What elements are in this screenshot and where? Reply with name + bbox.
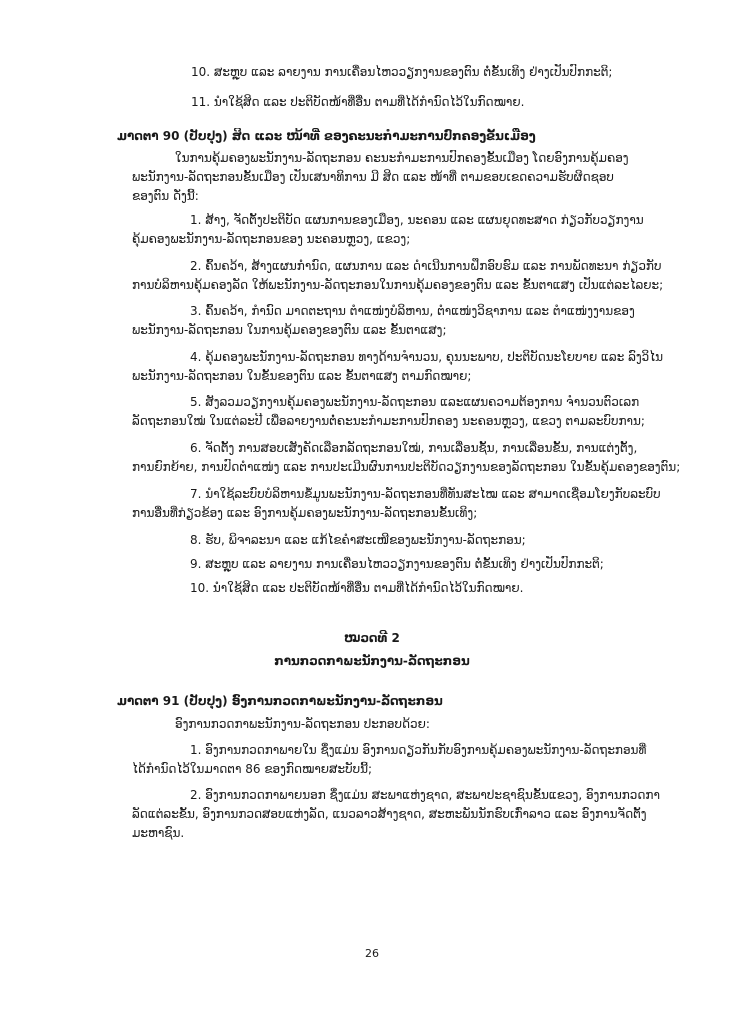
list-item: 8. ຮັບ, ພິຈາລະນາ ແລະ ແກ້ໄຂຄຳສະເໜີຂອງພະນັກງານ-ລັດຖະກອນ;: [190, 533, 526, 547]
list-item-continuation: ການບໍລິຫານຄຸ້ມຄອງລັດ ໃຫ້ພະນັກງານ-ລັດຖະກອນໃນການຄຸ້ມຄອງຂອງຕົນ ແລະ ຂັ້ນຕາແສງ ເປັນແຕ່ລະໄລຍະ;: [132, 278, 664, 292]
list-item-continuation: ພະນັກງານ-ລັດຖະກອນ ໃນຂັ້ນຂອງຕົນ ແລະ ຂັ້ນຕາແສງ ຕາມກົດໝາຍ;: [132, 369, 472, 383]
list-item: 10. ສະຫຼຸບ ແລະ ລາຍງານ ການເຄື່ອນໄຫວວຽກງານຂອງຕົນ ຕໍ່ຂັ້ນເທິງ ຢ່າງເປັນປົກກະຕິ;: [191, 65, 613, 79]
list-item: 11. ນຳໃຊ້ສິດ ແລະ ປະຕິບັດໜ້າທີ່ອື່ນ ຕາມທີ່ໄດ້ກຳນົດໄວ້ໃນກົດໝາຍ.: [191, 95, 525, 109]
list-item: 1. ອົງການກວດກາພາຍໃນ ຊຶ່ງແມ່ນ ອົງການດຽວກັນກັບອົງການຄຸ້ມຄອງພະນັກງານ-ລັດຖະກອນທີ່: [190, 743, 647, 757]
paragraph-line: ພະນັກງານ-ລັດຖະກອນຂັ້ນເມືອງ ເປັນເສນາທິການ ມີ ສິດ ແລະ ໜ້າທີ່ ຕາມຂອບເຂດຄວາມຮັບຜິດຊອບ: [132, 170, 614, 184]
list-item: 3. ຄົ້ນຄວ້າ, ກຳນົດ ມາດຕະຖານ ຕຳແໜ່ງບໍລິຫານ, ຕຳແໜ່ງວິຊາການ ແລະ ຕຳແໜ່ງງານຂອງ: [190, 304, 635, 318]
list-item: 4. ຄຸ້ມຄອງພະນັກງານ-ລັດຖະກອນ ທາງດ້ານຈຳນວນ, ຄຸນນະພາບ, ປະຕິບັດນະໂຍບາຍ ແລະ ລົງວິໄນ: [190, 350, 664, 364]
list-item-continuation: ພະນັກງານ-ລັດຖະກອນ ໃນການຄຸ້ມຄອງຂອງຕົນ ແລະ ຂັ້ນຕາແສງ;: [132, 323, 447, 337]
paragraph-line: ອົງການກວດກາພະນັກງານ-ລັດຖະກອນ ປະກອບດ້ວຍ:: [175, 717, 430, 731]
article-91-title: ມາດຕາ 91 (ປັບປຸງ) ອົງການກວດກາພະນັກງານ-ລັດຖະກອນ: [117, 694, 443, 708]
list-item: 6. ຈັດຕັ້ງ ການສອບເສັງຄັດເລືອກລັດຖະກອນໃໝ່, ການເລື່ອນຊັ້ນ, ການເລື່ອນຂັ້ນ, ການແຕ່ງຕັ້ງ,: [190, 441, 638, 455]
section-number: ໝວດທີ 2: [344, 631, 400, 645]
paragraph-line: ຂອງຕົນ ດັ່ງນີ້:: [132, 189, 199, 203]
list-item: 7. ນຳໃຊ້ລະບົບບໍລິຫານຂໍ້ມູນພະນັກງານ-ລັດຖະກອນທີ່ທັນສະໄໝ ແລະ ສາມາດເຊື່ອມໂຍງກັບລະບົບ: [190, 487, 661, 501]
list-item: 9. ສະຫຼຸບ ແລະ ລາຍງານ ການເຄື່ອນໄຫວວຽກງານຂອງຕົນ ຕໍ່ຂັ້ນເທິງ ຢ່າງເປັນປົກກະຕິ;: [190, 557, 604, 571]
list-item-continuation: ລັດຖະກອນໃໝ່ ໃນແຕ່ລະປີ ເພື່ອລາຍງານຕໍ່ຄະນະກຳມະການປົກຄອງ ນະຄອນຫຼວງ, ແຂວງ ຕາມລະບົບການ;: [132, 414, 645, 428]
list-item: 5. ສັງລວມວຽກງານຄຸ້ມຄອງພະນັກງານ-ລັດຖະກອນ ແລະແຜນຄວາມຕ້ອງການ ຈຳນວນຕົວເລກ: [190, 395, 640, 409]
list-item: 10. ນຳໃຊ້ສິດ ແລະ ປະຕິບັດໜ້າທີ່ອື່ນ ຕາມທີ່ໄດ້ກຳນົດໄວ້ໃນກົດໝາຍ.: [190, 581, 524, 595]
article-90-title: ມາດຕາ 90 (ປັບປຸງ) ສິດ ແລະ ໜ້າທີ່ ຂອງຄະນະກຳມະການປົກຄອງຂັ້ນເມືອງ: [117, 129, 536, 143]
section-title: ການກວດກາພະນັກງານ-ລັດຖະກອນ: [274, 654, 470, 668]
list-item-continuation: ການອື່ນທີ່ກ່ຽວຂ້ອງ ແລະ ອົງການຄຸ້ມຄອງພະນັກງານ-ລັດຖະກອນຂັ້ນເທິງ;: [132, 506, 478, 520]
list-item-continuation: ການຍົກຍ້າຍ, ການປົດຕຳແໜ່ງ ແລະ ການປະເມີນຜົນການປະຕິບັດວຽກງານຂອງລັດຖະກອນ ໃນຂັ້ນຄຸ້ມຄອງຂອງຕົນ;: [132, 460, 681, 474]
paragraph-line: ໃນການຄຸ້ມຄອງພະນັກງານ-ລັດຖະກອນ ຄະນະກຳມະການປົກຄອງຂັ້ນເມືອງ ໂດຍອົງການຄຸ້ມຄອງ: [175, 151, 629, 165]
list-item: 2. ຄົ້ນຄວ້າ, ສ້າງແຜນກຳນົດ, ແຜນການ ແລະ ດຳເນີນການຝຶກອົບຮົມ ແລະ ການພັດທະນາ ກ່ຽວກັບ: [190, 259, 662, 273]
list-item-continuation: ໄດ້ກຳນົດໄວ້ໃນມາດຕາ 86 ຂອງກົດໝາຍສະບັບນີ້;: [132, 762, 373, 776]
list-item: 2. ອົງການກວດກາພາຍນອກ ຊຶ່ງແມ່ນ ສະພາແຫ່ງຊາດ, ສະພາປະຊາຊົນຂັ້ນແຂວງ, ອົງການກວດກາ: [190, 788, 660, 802]
page-number: 26: [365, 947, 379, 960]
list-item: 1. ສ້າງ, ຈັດຕັ້ງປະຕິບັດ ແຜນການຂອງເມືອງ, ນະຄອນ ແລະ ແຜນຍຸດທະສາດ ກ່ຽວກັບວຽກງານ: [190, 213, 644, 227]
list-item-continuation: ຄຸ້ມຄອງພະນັກງານ-ລັດຖະກອນຂອງ ນະຄອນຫຼວງ, ແຂວງ;: [132, 232, 411, 246]
list-item-continuation: ມະຫາຊົນ.: [132, 826, 185, 840]
list-item-continuation: ລັດແຕ່ລະຂັ້ນ, ອົງການກວດສອບແຫ່ງລັດ, ແນວລາວສ້າງຊາດ, ສະຫະພັນນັກຮົບເກົ່າລາວ ແລະ ອົງການຈັດຕັ້ງ: [132, 807, 647, 821]
